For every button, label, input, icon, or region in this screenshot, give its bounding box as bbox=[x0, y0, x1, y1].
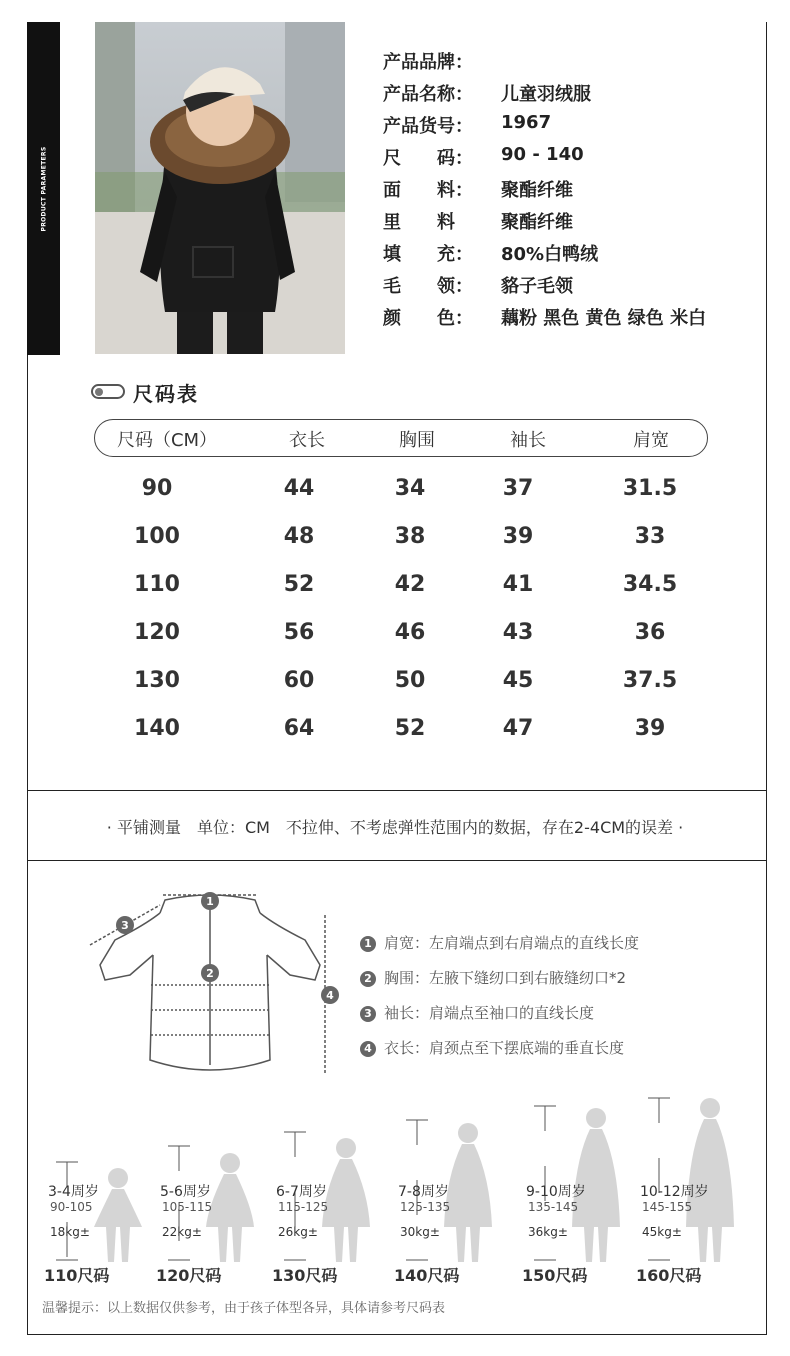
table-cell: 45 bbox=[502, 668, 534, 693]
weight-label: 30kg± bbox=[400, 1225, 440, 1239]
table-cell: 34 bbox=[394, 476, 426, 501]
weight-label: 45kg± bbox=[642, 1225, 682, 1239]
param-label: 产品货号： bbox=[383, 116, 473, 137]
param-label: 填 充： bbox=[383, 244, 473, 265]
svg-text:1: 1 bbox=[206, 895, 214, 908]
side-label: PRODUCT PARAMETERS bbox=[40, 146, 47, 231]
measure-item: 2 胸围：左腋下缝纫口到右腋缝纫口*2 bbox=[360, 967, 626, 988]
param-value: 聚酯纤维 bbox=[501, 180, 573, 201]
param-value: 藕粉 黑色 黄色 绿色 米白 bbox=[501, 308, 707, 329]
param-label: 毛 领： bbox=[383, 276, 473, 297]
age-label: 3-4周岁 bbox=[48, 1184, 99, 1200]
param-value: 1967 bbox=[501, 112, 552, 133]
table-cell: 34.5 bbox=[622, 572, 678, 597]
table-cell: 120 bbox=[134, 620, 180, 645]
size-table-header bbox=[94, 419, 708, 457]
size-code: 120尺码 bbox=[156, 1266, 222, 1285]
table-cell: 46 bbox=[394, 620, 426, 645]
size-code: 140尺码 bbox=[394, 1266, 460, 1285]
param-label: 产品名称： bbox=[383, 84, 473, 105]
measure-item: 3 袖长：肩端点至袖口的直线长度 bbox=[360, 1002, 594, 1023]
divider bbox=[27, 860, 767, 861]
table-cell: 38 bbox=[394, 524, 426, 549]
table-cell: 44 bbox=[283, 476, 315, 501]
age-label: 10-12周岁 bbox=[640, 1184, 709, 1200]
param-label: 面 料： bbox=[383, 180, 473, 201]
param-value: 儿童羽绒服 bbox=[501, 84, 591, 105]
toggle-icon bbox=[91, 384, 125, 399]
table-cell: 43 bbox=[502, 620, 534, 645]
table-cell: 33 bbox=[634, 524, 666, 549]
measure-note: · 平铺测量 单位：CM 不拉伸、不考虑弹性范围内的数据，存在2-4CM的误差 · bbox=[106, 818, 684, 837]
header-size: 尺码（CM） bbox=[116, 430, 218, 451]
age-label: 7-8周岁 bbox=[398, 1184, 449, 1200]
size-code: 130尺码 bbox=[272, 1266, 338, 1285]
table-cell: 64 bbox=[283, 716, 315, 741]
height-label: 115-125 bbox=[278, 1200, 329, 1214]
svg-text:4: 4 bbox=[326, 989, 334, 1002]
table-cell: 56 bbox=[283, 620, 315, 645]
number-icon: 1 bbox=[360, 936, 376, 952]
table-cell: 37.5 bbox=[622, 668, 678, 693]
header-sleeve: 袖长 bbox=[510, 430, 546, 451]
param-label: 产品品牌： bbox=[383, 52, 473, 73]
side-label-bar bbox=[27, 22, 60, 355]
table-cell: 140 bbox=[134, 716, 180, 741]
param-label: 尺 码： bbox=[383, 148, 473, 169]
height-label: 135-145 bbox=[528, 1200, 579, 1214]
jacket-diagram bbox=[85, 885, 345, 1085]
number-icon: 2 bbox=[360, 971, 376, 987]
header-shoulder: 肩宽 bbox=[633, 430, 669, 451]
param-label: 颜 色： bbox=[383, 308, 473, 329]
param-label: 里 料 bbox=[383, 212, 455, 233]
height-label: 105-115 bbox=[162, 1200, 213, 1214]
table-cell: 47 bbox=[502, 716, 534, 741]
number-icon: 4 bbox=[360, 1041, 376, 1057]
header-length: 衣长 bbox=[289, 430, 325, 451]
table-cell: 110 bbox=[134, 572, 180, 597]
table-cell: 37 bbox=[502, 476, 534, 501]
measure-item: 4 衣长：肩颈点至下摆底端的垂直长度 bbox=[360, 1037, 624, 1058]
header-chest: 胸围 bbox=[399, 430, 435, 451]
size-code: 110尺码 bbox=[44, 1266, 110, 1285]
table-cell: 42 bbox=[394, 572, 426, 597]
table-cell: 31.5 bbox=[622, 476, 678, 501]
table-cell: 60 bbox=[283, 668, 315, 693]
table-cell: 52 bbox=[394, 716, 426, 741]
weight-label: 26kg± bbox=[278, 1225, 318, 1239]
param-value: 80%白鸭绒 bbox=[501, 244, 599, 265]
number-icon: 3 bbox=[360, 1006, 376, 1022]
height-label: 125-135 bbox=[400, 1200, 451, 1214]
table-cell: 100 bbox=[134, 524, 180, 549]
height-label: 90-105 bbox=[50, 1200, 93, 1214]
weight-label: 22kg± bbox=[162, 1225, 202, 1239]
size-chart-title: 尺码表 bbox=[133, 382, 199, 406]
table-cell: 90 bbox=[141, 476, 173, 501]
table-cell: 39 bbox=[634, 716, 666, 741]
size-code: 150尺码 bbox=[522, 1266, 588, 1285]
svg-text:2: 2 bbox=[206, 967, 214, 980]
table-cell: 39 bbox=[502, 524, 534, 549]
product-photo bbox=[95, 22, 345, 354]
measure-item: 1 肩宽：左肩端点到右肩端点的直线长度 bbox=[360, 932, 639, 953]
table-cell: 130 bbox=[134, 668, 180, 693]
table-cell: 50 bbox=[394, 668, 426, 693]
table-cell: 52 bbox=[283, 572, 315, 597]
table-cell: 41 bbox=[502, 572, 534, 597]
param-value: 貉子毛领 bbox=[501, 276, 573, 297]
height-label: 145-155 bbox=[642, 1200, 693, 1214]
divider bbox=[27, 790, 767, 791]
param-value: 聚酯纤维 bbox=[501, 212, 573, 233]
svg-text:3: 3 bbox=[121, 919, 129, 932]
age-label: 5-6周岁 bbox=[160, 1184, 211, 1200]
age-label: 9-10周岁 bbox=[526, 1184, 586, 1200]
tip-text: 温馨提示：以上数据仅供参考，由于孩子体型各异，具体请参考尺码表 bbox=[42, 1301, 446, 1316]
param-value: 90 - 140 bbox=[501, 144, 584, 165]
table-cell: 48 bbox=[283, 524, 315, 549]
weight-label: 36kg± bbox=[528, 1225, 568, 1239]
weight-label: 18kg± bbox=[50, 1225, 90, 1239]
age-label: 6-7周岁 bbox=[276, 1184, 327, 1200]
table-cell: 36 bbox=[634, 620, 666, 645]
size-code: 160尺码 bbox=[636, 1266, 702, 1285]
